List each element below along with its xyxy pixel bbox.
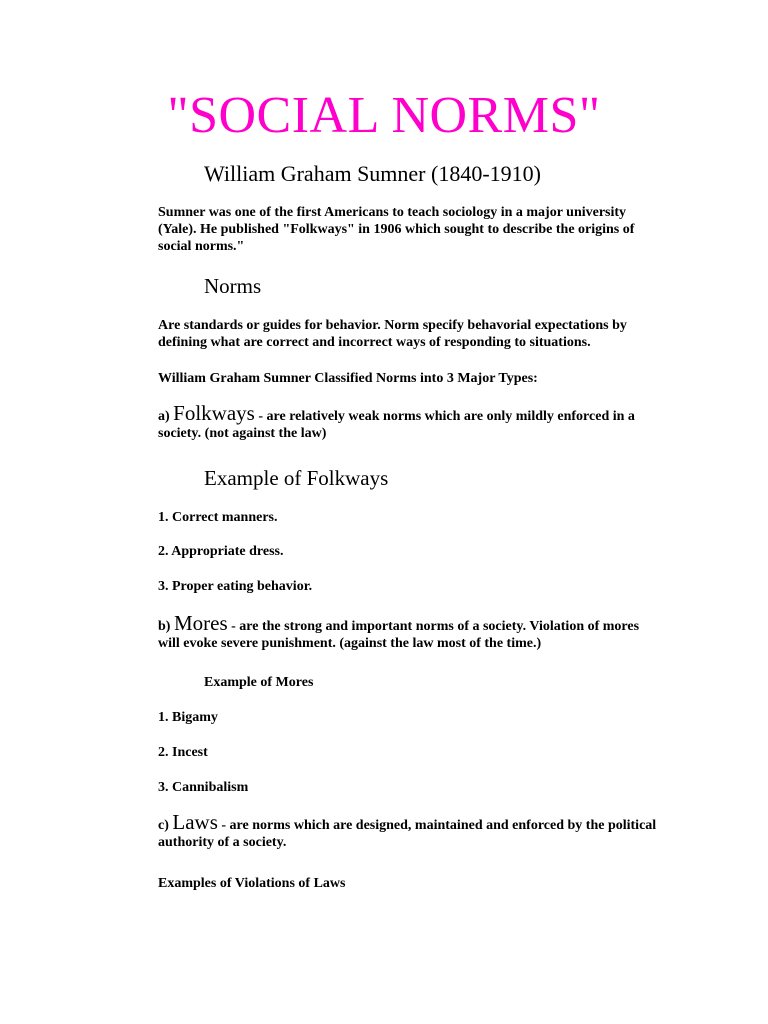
- folkways-definition: - are relatively weak norms which are only mildly enforced in a society. (not against the law): [158, 409, 635, 441]
- mores-definition: - are the strong and important norms of a society. Violation of mores will evoke severe punishment. (against the law most of the time.): [158, 619, 640, 651]
- intro-paragraph: Sumner was one of the first Americans to teach sociology in a major university (Yale). He published "Folkways" in 1906 which sought to describe the origins of social norms.": [158, 205, 635, 254]
- mores-term: Mores: [173, 611, 228, 635]
- laws-paragraph: [158, 810, 658, 851]
- laws-term: Laws: [172, 810, 218, 834]
- norms-definition: Are standards or guides for behavior. Norm specify behavorial expectations by defining what are correct and incorrect ways of responding to situations.: [158, 318, 627, 350]
- folkways-examples-heading: Example of Folkways: [204, 466, 389, 490]
- mores-example-item: 2. Incest: [158, 745, 208, 760]
- folkways-term: Folkways: [173, 401, 255, 425]
- folkways-example-item: 2. Appropriate dress.: [158, 544, 284, 559]
- norms-heading: Norms: [204, 274, 262, 298]
- mores-prefix: b): [158, 619, 174, 634]
- document-subtitle: William Graham Sumner (1840-1910): [204, 161, 541, 186]
- folkways-example-item: 1. Correct manners.: [158, 510, 278, 525]
- mores-example-item: 1. Bigamy: [158, 710, 218, 725]
- document-title: "SOCIAL NORMS": [167, 87, 601, 144]
- laws-examples-heading: Examples of Violations of Laws: [158, 876, 346, 891]
- folkways-prefix: a): [158, 409, 174, 424]
- folkways-paragraph: [158, 401, 658, 442]
- laws-definition: - are norms which are designed, maintained and enforced by the political authority of a society.: [158, 818, 657, 850]
- mores-examples-heading: Example of Mores: [204, 675, 314, 690]
- mores-example-item: 3. Cannibalism: [158, 780, 249, 795]
- folkways-example-item: 3. Proper eating behavior.: [158, 579, 313, 594]
- mores-paragraph: [158, 611, 658, 652]
- classification-line: William Graham Sumner Classified Norms into 3 Major Types:: [158, 371, 538, 386]
- laws-prefix: c): [158, 818, 173, 833]
